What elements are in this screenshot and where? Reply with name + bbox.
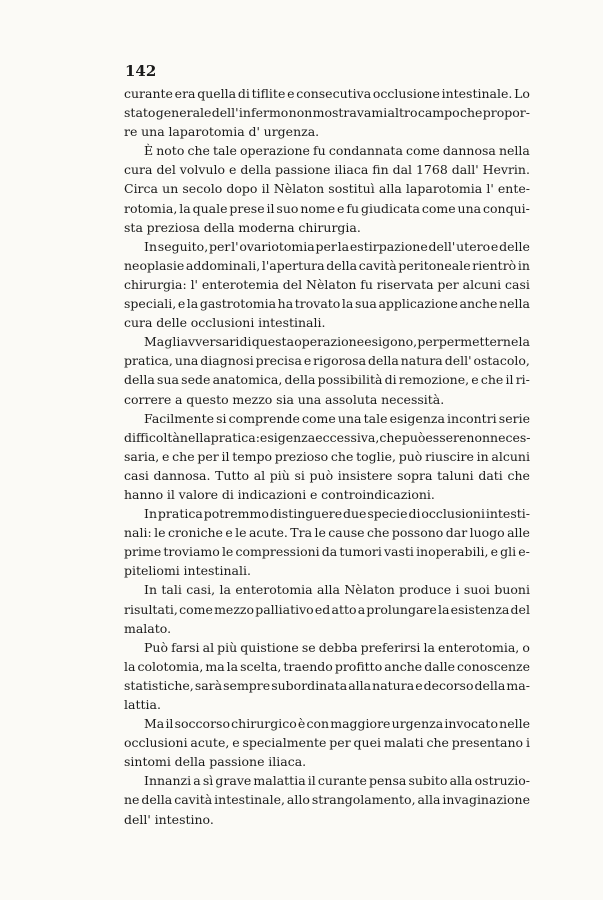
paragraph — [124, 237, 530, 332]
paragraph — [124, 141, 530, 236]
paragraph — [124, 580, 530, 637]
text-line: speciali, e la gastrotomia ha trovato la sua applicazione anche nella — [124, 296, 530, 312]
text-line: casi dannosa. Tutto al più si può insistere sopra taluni dati che — [124, 467, 530, 483]
paragraph — [124, 638, 530, 714]
text-line: pratica, una diagnosi precisa e rigorosa della natura dell' ostacolo, — [124, 353, 530, 369]
text-line: dell' intestino. — [124, 811, 214, 827]
text-line: nali: le croniche e le acute. Tra le cause che possono dar luogo alle — [124, 525, 530, 541]
text-line: In pratica potremmo distinguere due specie di occlusioni intesti- — [144, 506, 530, 522]
text-line: Innanzi a sì grave malattia il curante pensa subito alla ostruzio- — [144, 773, 530, 789]
text-line: re una laparotomia d' urgenza. — [124, 124, 320, 140]
paragraph — [124, 84, 530, 141]
text-line: neoplasie addominali, l'apertura della cavità peritoneale rientrò in — [124, 257, 530, 273]
text-line: In seguito, per l' ovariotomia per la estirpazione dell' utero e delle — [144, 238, 530, 254]
text-line: saria, e che per il tempo prezioso che toglie, può riuscire in alcuni — [124, 448, 530, 464]
text-line: correre a questo mezzo sia una assoluta necessità. — [124, 391, 445, 407]
text-line: difficoltà nella pratica: esigenza eccessiva, che può essere non neces- — [124, 429, 531, 445]
text-line: cura del volvulo e della passione iliaca fin dal 1768 dall' Hevrin. — [124, 162, 530, 178]
text-line: Facilmente si comprende come una tale esigenza incontri serie — [144, 410, 530, 426]
text-line: ne della cavità intestinale, allo strangolamento, alla invaginazione — [124, 792, 530, 808]
paragraph — [124, 332, 530, 408]
text-line: In tali casi, la enterotomia alla Nèlaton produce i suoi buoni — [144, 582, 530, 598]
text-line: rotomia, la quale prese il suo nome e fu giudicata come una conqui- — [124, 200, 530, 216]
body-text — [124, 84, 530, 829]
text-line: Ma gli avversari di questa operazione esigono, per permetterne la — [144, 334, 530, 350]
text-line: sta preziosa della moderna chirurgia. — [124, 219, 361, 235]
text-line: chirurgia: l' enterotemia del Nèlaton fu riservata per alcuni casi — [124, 276, 530, 292]
text-line: la colotomia, ma la scelta, traendo profitto anche dalle conoscenze — [124, 658, 530, 674]
text-line: risultati, come mezzo palliativo ed atto a prolungare la esistenza del — [124, 601, 530, 617]
text-line: sintomi della passione iliaca. — [124, 754, 307, 770]
paragraph — [124, 771, 530, 828]
paragraph — [124, 714, 530, 771]
text-line: lattia. — [124, 697, 161, 712]
text-line: Può farsi al più quistione se debba preferirsi la enterotomia, o — [144, 639, 530, 655]
text-line: Circa un secolo dopo il Nèlaton sostituì alla laparotomia l' ente- — [124, 181, 530, 197]
text-line: della sua sede anatomica, della possibilità di remozione, e che il ri- — [124, 372, 530, 388]
text-line: Ma il soccorso chirurgico è con maggiore urgenza invocato nelle — [144, 716, 530, 732]
text-line: malato. — [124, 620, 172, 636]
text-line: statistiche, sarà sempre subordinata alla natura e decorso della ma- — [124, 677, 530, 693]
text-line: È noto che tale operazione fu condannata come dannosa nella — [144, 143, 530, 159]
text-line: cura delle occlusioni intestinali. — [124, 315, 326, 331]
text-line: curante era quella di tiflite e consecutiva occlusione intestinale. Lo — [124, 86, 530, 101]
text-line: prime troviamo le compressioni da tumori vasti inoperabili, e gli e- — [124, 544, 530, 560]
text-line: stato generale dell' infermo non mostravami altro campo che propor- — [124, 105, 530, 121]
paragraph — [124, 504, 530, 580]
text-line: piteliomi intestinali. — [124, 563, 251, 579]
text-line: hanno il valore di indicazioni e controindicazioni. — [124, 486, 435, 502]
paragraph — [124, 409, 530, 504]
page-number: 142 — [125, 62, 157, 80]
text-line: occlusioni acute, e specialmente per quei malati che presentano i — [124, 735, 530, 751]
